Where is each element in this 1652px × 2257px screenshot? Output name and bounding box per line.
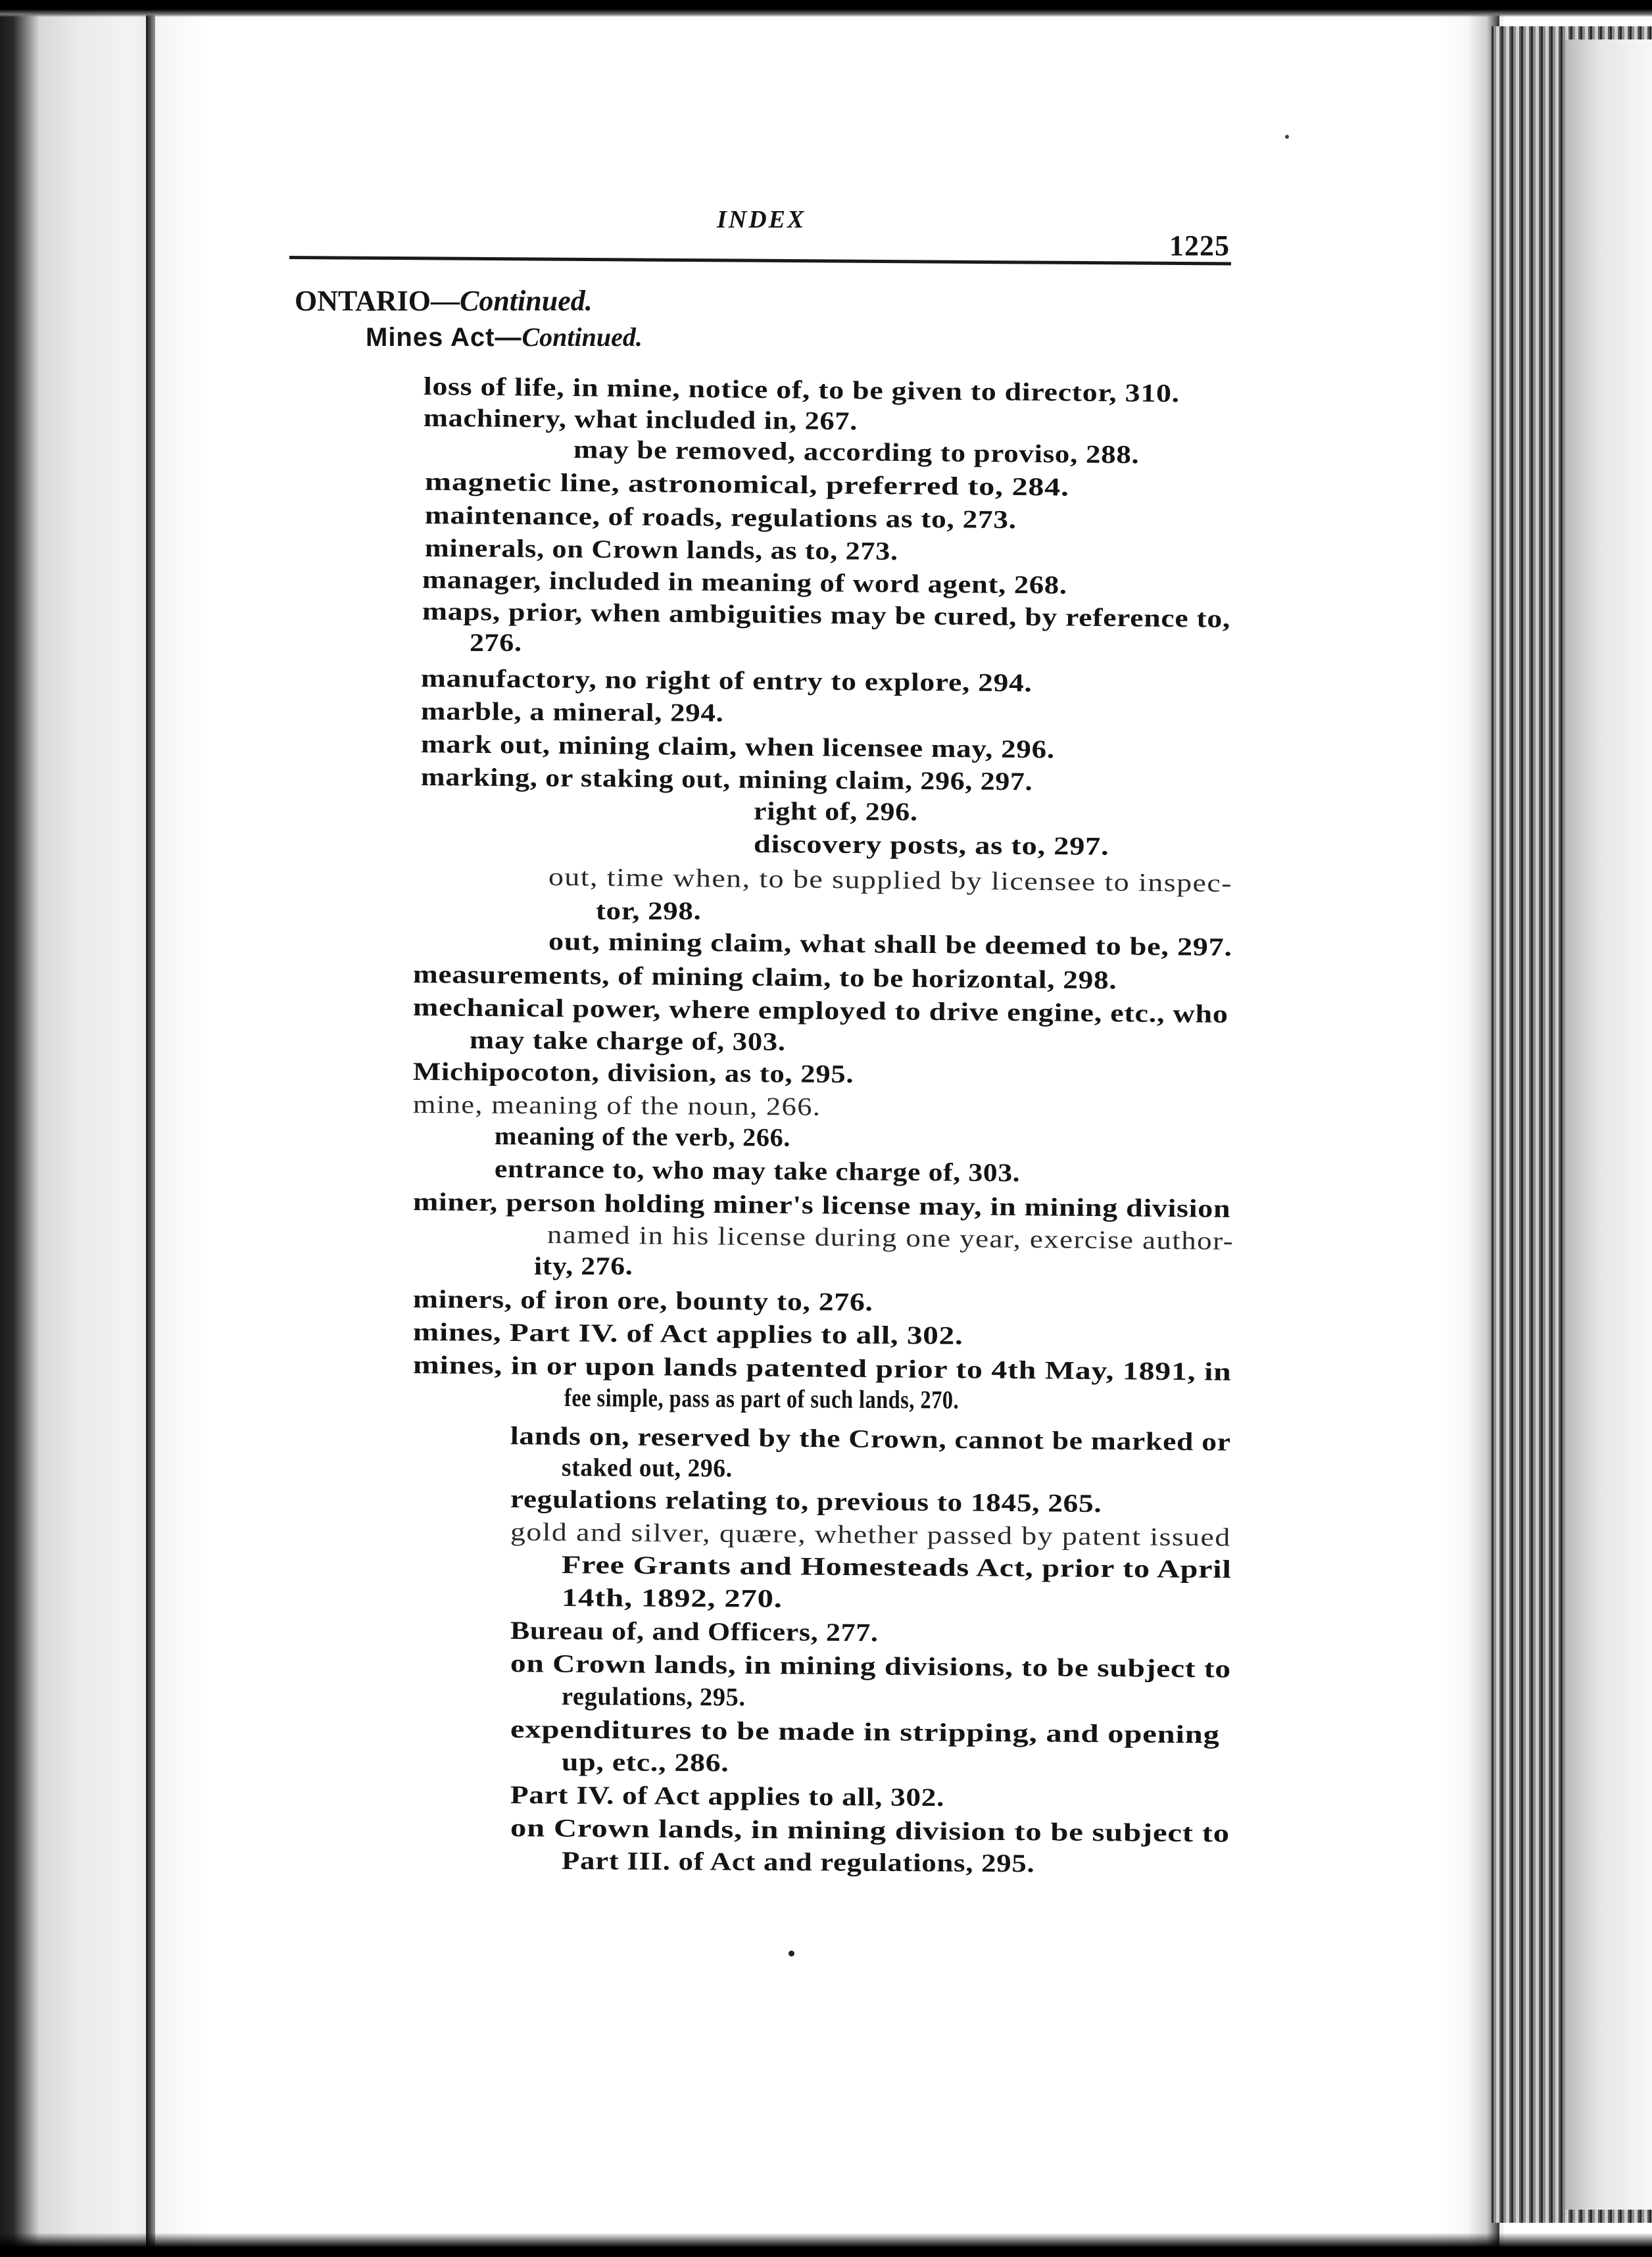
index-entry: out, mining claim, what shall be deemed to be, 297. [548, 927, 1232, 962]
index-entry: meaning of the verb, 266. [494, 1122, 791, 1152]
index-entry: manufactory, no right of entry to explore, 294. [420, 664, 1032, 698]
index-entry: magnetic line, astronomical, preferred to, 284. [424, 468, 1069, 502]
index-entry: Michipocoton, division, as to, 295. [412, 1057, 854, 1089]
index-entry: tor, 298. [596, 897, 702, 925]
ink-speck [789, 1951, 794, 1956]
index-entry: on Crown lands, in mining division to be subject to [510, 1814, 1230, 1848]
index-entry: mines, Part IV. of Act applies to all, 302. [412, 1318, 963, 1350]
index-entry: miner, person holding miner's license may, in mining division [412, 1188, 1231, 1223]
index-entry: may be removed, according to proviso, 288. [573, 435, 1140, 470]
heading-main: ONTARIO— [295, 285, 460, 317]
index-entry: staked out, 296. [561, 1453, 733, 1483]
index-entry: marking, or staking out, mining claim, 296, 297. [420, 763, 1033, 796]
index-entry: maintenance, of roads, regulations as to, 273. [424, 501, 1017, 535]
index-entry: 14th, 1892, 270. [561, 1584, 783, 1613]
page-number: 1225 [1169, 230, 1230, 262]
index-entry: on Crown lands, in mining divisions, to be subject to [510, 1649, 1231, 1684]
index-entry: up, etc., 286. [561, 1748, 729, 1778]
index-entry: maps, prior, when ambiguities may be cured, by reference to, [422, 597, 1231, 633]
index-entry: marble, a mineral, 294. [420, 697, 724, 727]
index-entry: measurements, of mining claim, to be horizontal, 298. [412, 960, 1117, 995]
index-entry: entrance to, who may take charge of, 303. [494, 1155, 1021, 1188]
index-entry: regulations relating to, previous to 1845, 265. [510, 1485, 1102, 1518]
index-entry: fee simple, pass as part of such lands, 270. [564, 1384, 960, 1415]
index-entry: 276. [470, 629, 522, 657]
index-entry: mine, meaning of the noun, 266. [412, 1090, 821, 1121]
index-entry: machinery, what included in, 267. [423, 404, 858, 436]
index-entry: mark out, mining claim, when licensee may, 296. [420, 730, 1056, 764]
ink-speck [1285, 135, 1289, 139]
index-entry: discovery posts, as to, 297. [753, 830, 1109, 861]
index-entry: may take charge of, 303. [469, 1026, 786, 1056]
index-entry: miners, of iron ore, bounty to, 276. [412, 1285, 873, 1317]
heading-continued: Continued. [459, 285, 593, 317]
index-entry: regulations, 295. [561, 1682, 746, 1712]
index-entry: Free Grants and Homesteads Act, prior to April [561, 1551, 1232, 1584]
index-entry: ity, 276. [534, 1252, 633, 1280]
index-entry: mines, in or upon lands patented prior to 4th May, 1891, in [412, 1351, 1232, 1386]
subheading-main: Mines Act— [366, 323, 522, 352]
index-entry: loss of life, in mine, notice of, to be given to director, 310. [423, 372, 1180, 408]
index-entry: manager, included in meaning of word agent, 268. [422, 566, 1067, 600]
index-entry: out, time when, to be supplied by licensee to inspec- [548, 863, 1233, 898]
subheading-continued: Continued. [522, 322, 643, 352]
index-entry: Part IV. of Act applies to all, 302. [510, 1781, 945, 1812]
index-entry: gold and silver, quære, whether passed by patent issued [510, 1518, 1231, 1552]
index-entry: mechanical power, where employed to drive engine, etc., who [412, 993, 1228, 1029]
index-entry: Part III. of Act and regulations, 295. [561, 1847, 1035, 1878]
index-entry: lands on, reserved by the Crown, cannot be marked or [510, 1422, 1231, 1457]
index-entry: minerals, on Crown lands, as to, 273. [424, 534, 898, 566]
index-entry: right of, 296. [753, 797, 918, 827]
index-entry: named in his license during one year, exercise author- [547, 1221, 1234, 1256]
index-entry: expenditures to be made in stripping, and opening [510, 1715, 1220, 1749]
index-entry: Bureau of, and Officers, 277. [510, 1616, 879, 1647]
running-title: INDEX [717, 206, 806, 233]
